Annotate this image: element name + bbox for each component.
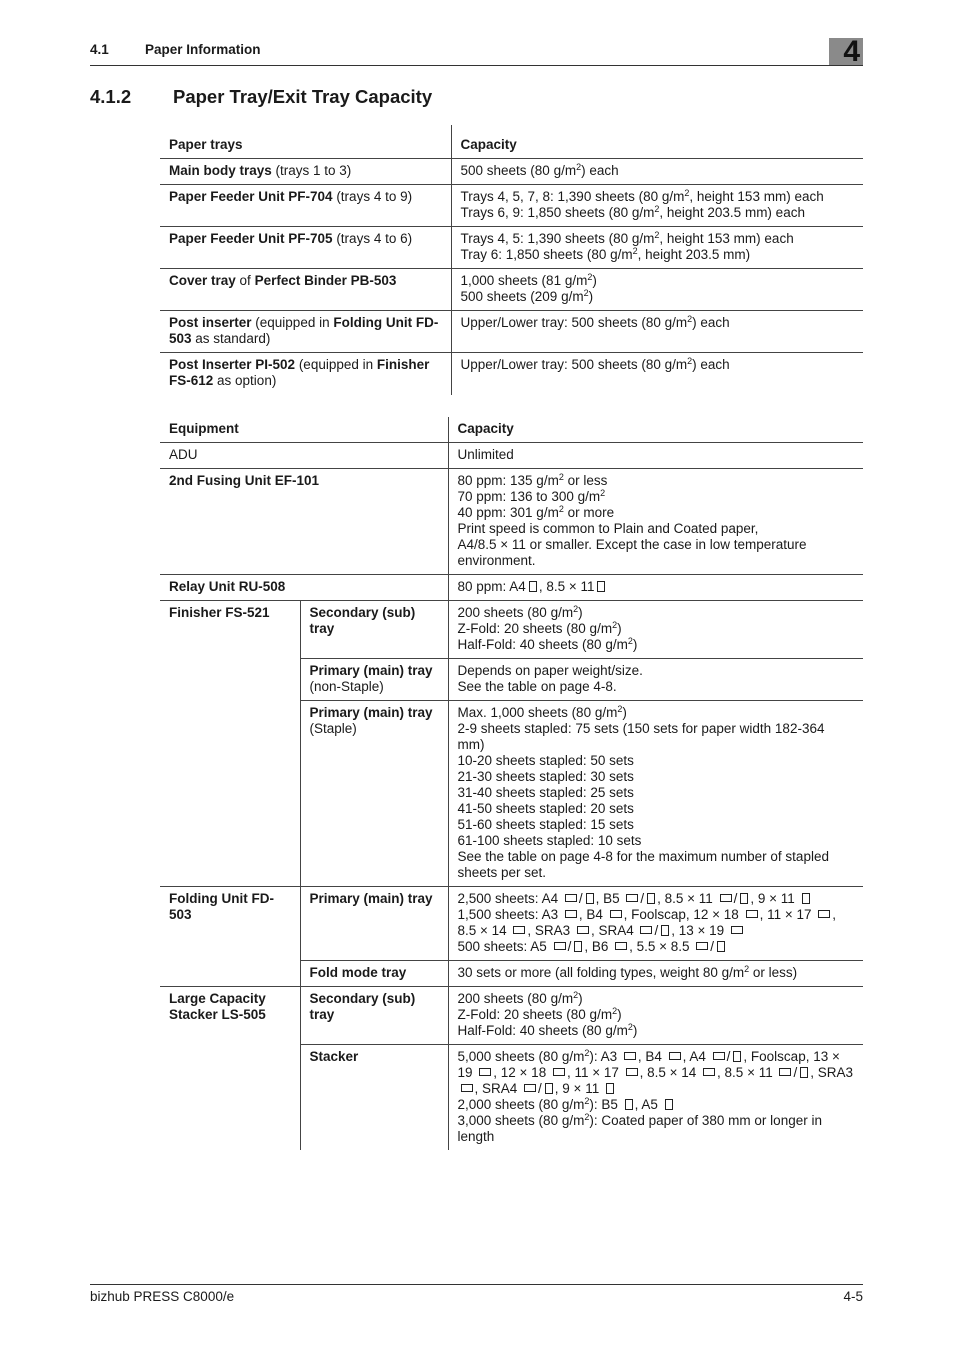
portrait-icon (800, 1067, 808, 1078)
landscape-icon (626, 894, 638, 902)
portrait-icon (717, 941, 725, 952)
table-row: Cover tray of Perfect Binder PB-503 1,000 sheets (81 $g/m^2$) 500 sheets (209 $g/m^2$) (160, 269, 863, 311)
table-row: Post inserter (equipped in Folding Unit FD-503 as standard) Upper/Lower tray: 500 sheets (80 $g/m^2$) each (160, 311, 863, 353)
table-row: Stacker 5,000 sheets (80 $g/m^2$): A3 , B4 , A4 / , Foolscap, 13 × 19 , 12 × 18 , 11 × 17 , 8.5 × 14 , 8.5 × 11 / , SRA3 , SRA4 / , 9 × 11 2,000 sheets (80 $g/m^2$): B5 , A5 3,000 sheets (80 $g/m^2$): Coated paper of 380 mm or longer in length (160, 1045, 863, 1151)
table-row: Primary (main) tray (Staple) Max. 1,000 sheets (80 $g/m^2$) 2-9 sheets stapled: 75 sets (150 sets for paper width 182-364 mm) 10-20 sheets stapled: 50 sets 21-30 sheets stapled: 30 sets 31-40 sheets stapled: 25 sets 41-50 sheets stapled: 20 sets 51-60 sheets stapled: 15 sets 61-100 sheets stapled: 10 sets See the table on page 4-8 for the maximum number of stapled sheets per set. (160, 701, 863, 887)
landscape-icon (696, 942, 708, 950)
table-row: Main body trays (trays 1 to 3) 500 sheets (80 $g/m^2$) each (160, 159, 863, 185)
chapter-number: 4 (843, 35, 860, 68)
table-row: Relay Unit RU-508 80 ppm: A4 , 8.5 × 11 (160, 575, 863, 601)
table-row: Finisher FS-521 Secondary (sub) tray 200 sheets (80 $g/m^2$) Z-Fold: 20 sheets (80 $g/m^2$) Half-Fold: 40 sheets (80 $g/m^2$) (160, 601, 863, 659)
landscape-icon (461, 1084, 473, 1092)
landscape-icon (713, 1052, 725, 1060)
page-title (90, 86, 432, 108)
table-row: Folding Unit FD-503 Primary (main) tray 2,500 sheets: A4 / , B5 / , 8.5 × 11 / , 9 × 11 1,500 sheets: A3 , B4 , Foolscap, 12 × 18 , 11 × 17 , 8.5 × 14 , SRA3 , SRA4 / , 13 × 19 500 sheets: A5 / , B6 , 5.5 × 8.5 / (160, 887, 863, 961)
landscape-icon (479, 1068, 491, 1076)
col-header-capacity: Capacity (451, 125, 863, 159)
table-row: Paper Feeder Unit PF-704 (trays 4 to 9) Trays 4, 5, 7, 8: 1,390 sheets (80 $g/m^2$, height 153 mm) each Trays 6, 9: 1,850 sheets (80 $g/m^2$, height 203.5 mm) each (160, 185, 863, 227)
portrait-icon (665, 1099, 673, 1110)
page-header (90, 35, 863, 68)
landscape-icon (513, 926, 525, 934)
portrait-icon (574, 941, 582, 952)
chapter-badge (829, 35, 863, 68)
equipment-table (160, 417, 863, 1150)
landscape-icon (669, 1052, 681, 1060)
portrait-icon (661, 925, 669, 936)
table-row: Paper Feeder Unit PF-705 (trays 4 to 6) Trays 4, 5: 1,390 sheets (80 $g/m^2$, height 153 mm) each Tray 6: 1,850 sheets (80 $g/m^2$, height 203.5 mm) (160, 227, 863, 269)
portrait-icon (597, 581, 605, 592)
landscape-icon (553, 1068, 565, 1076)
table-row: ADU Unlimited (160, 443, 863, 469)
table-row: Fold mode tray 30 sets or more (all folding types, weight 80 $g/m^2$ or less) (160, 961, 863, 987)
title-text: Paper Tray/Exit Tray Capacity (173, 86, 433, 107)
col-header-capacity: Capacity (448, 417, 863, 443)
section-number: 4.1 (90, 42, 109, 57)
col-header-equipment: Equipment (160, 417, 448, 443)
landscape-icon (720, 894, 732, 902)
page-footer (90, 1284, 863, 1304)
portrait-icon (647, 893, 655, 904)
product-name: bizhub PRESS C8000/e (90, 1289, 235, 1304)
portrait-icon (733, 1051, 741, 1062)
page-number: 4-5 (843, 1289, 863, 1304)
landscape-icon (615, 942, 627, 950)
landscape-icon (640, 926, 652, 934)
landscape-icon (779, 1068, 791, 1076)
landscape-icon (565, 910, 577, 918)
paper-trays-table (160, 125, 863, 395)
landscape-icon (626, 1068, 638, 1076)
portrait-icon (545, 1083, 553, 1094)
table-row: Primary (main) tray (non-Staple) Depends on paper weight/size. See the table on page 4-8. (160, 659, 863, 701)
landscape-icon (554, 942, 566, 950)
landscape-icon (577, 926, 589, 934)
portrait-icon (606, 1083, 614, 1094)
table-row: 2nd Fusing Unit EF-101 80 ppm: 135 $g/m^2$ or less 70 ppm: 136 to 300 $g/m^2$ 40 ppm: 301 $g/m^2$ or more Print speed is common to Plain and Coated paper, A4/8.5 × 11 or smaller. Except the case in low temperature environment. (160, 469, 863, 575)
title-number: 4.1.2 (90, 86, 132, 107)
table-row: Post Inserter PI-502 (equipped in Finisher FS-612 as option) Upper/Lower tray: 500 sheets (80 $g/m^2$) each (160, 353, 863, 395)
col-header-trays: Paper trays (160, 125, 451, 159)
landscape-icon (565, 894, 577, 902)
landscape-icon (524, 1084, 536, 1092)
portrait-icon (586, 893, 594, 904)
section-title: Paper Information (145, 42, 261, 57)
landscape-icon (818, 910, 830, 918)
landscape-icon (624, 1052, 636, 1060)
landscape-icon (610, 910, 622, 918)
table-row: Large Capacity Stacker LS-505 Secondary (sub) tray 200 sheets (80 $g/m^2$) Z-Fold: 20 sheets (80 $g/m^2$) Half-Fold: 40 sheets (80 $g/m^2$) (160, 987, 863, 1045)
portrait-icon (802, 893, 810, 904)
landscape-icon (731, 926, 743, 934)
portrait-icon (625, 1099, 633, 1110)
portrait-icon (529, 581, 537, 592)
landscape-icon (703, 1068, 715, 1076)
portrait-icon (740, 893, 748, 904)
landscape-icon (746, 910, 758, 918)
